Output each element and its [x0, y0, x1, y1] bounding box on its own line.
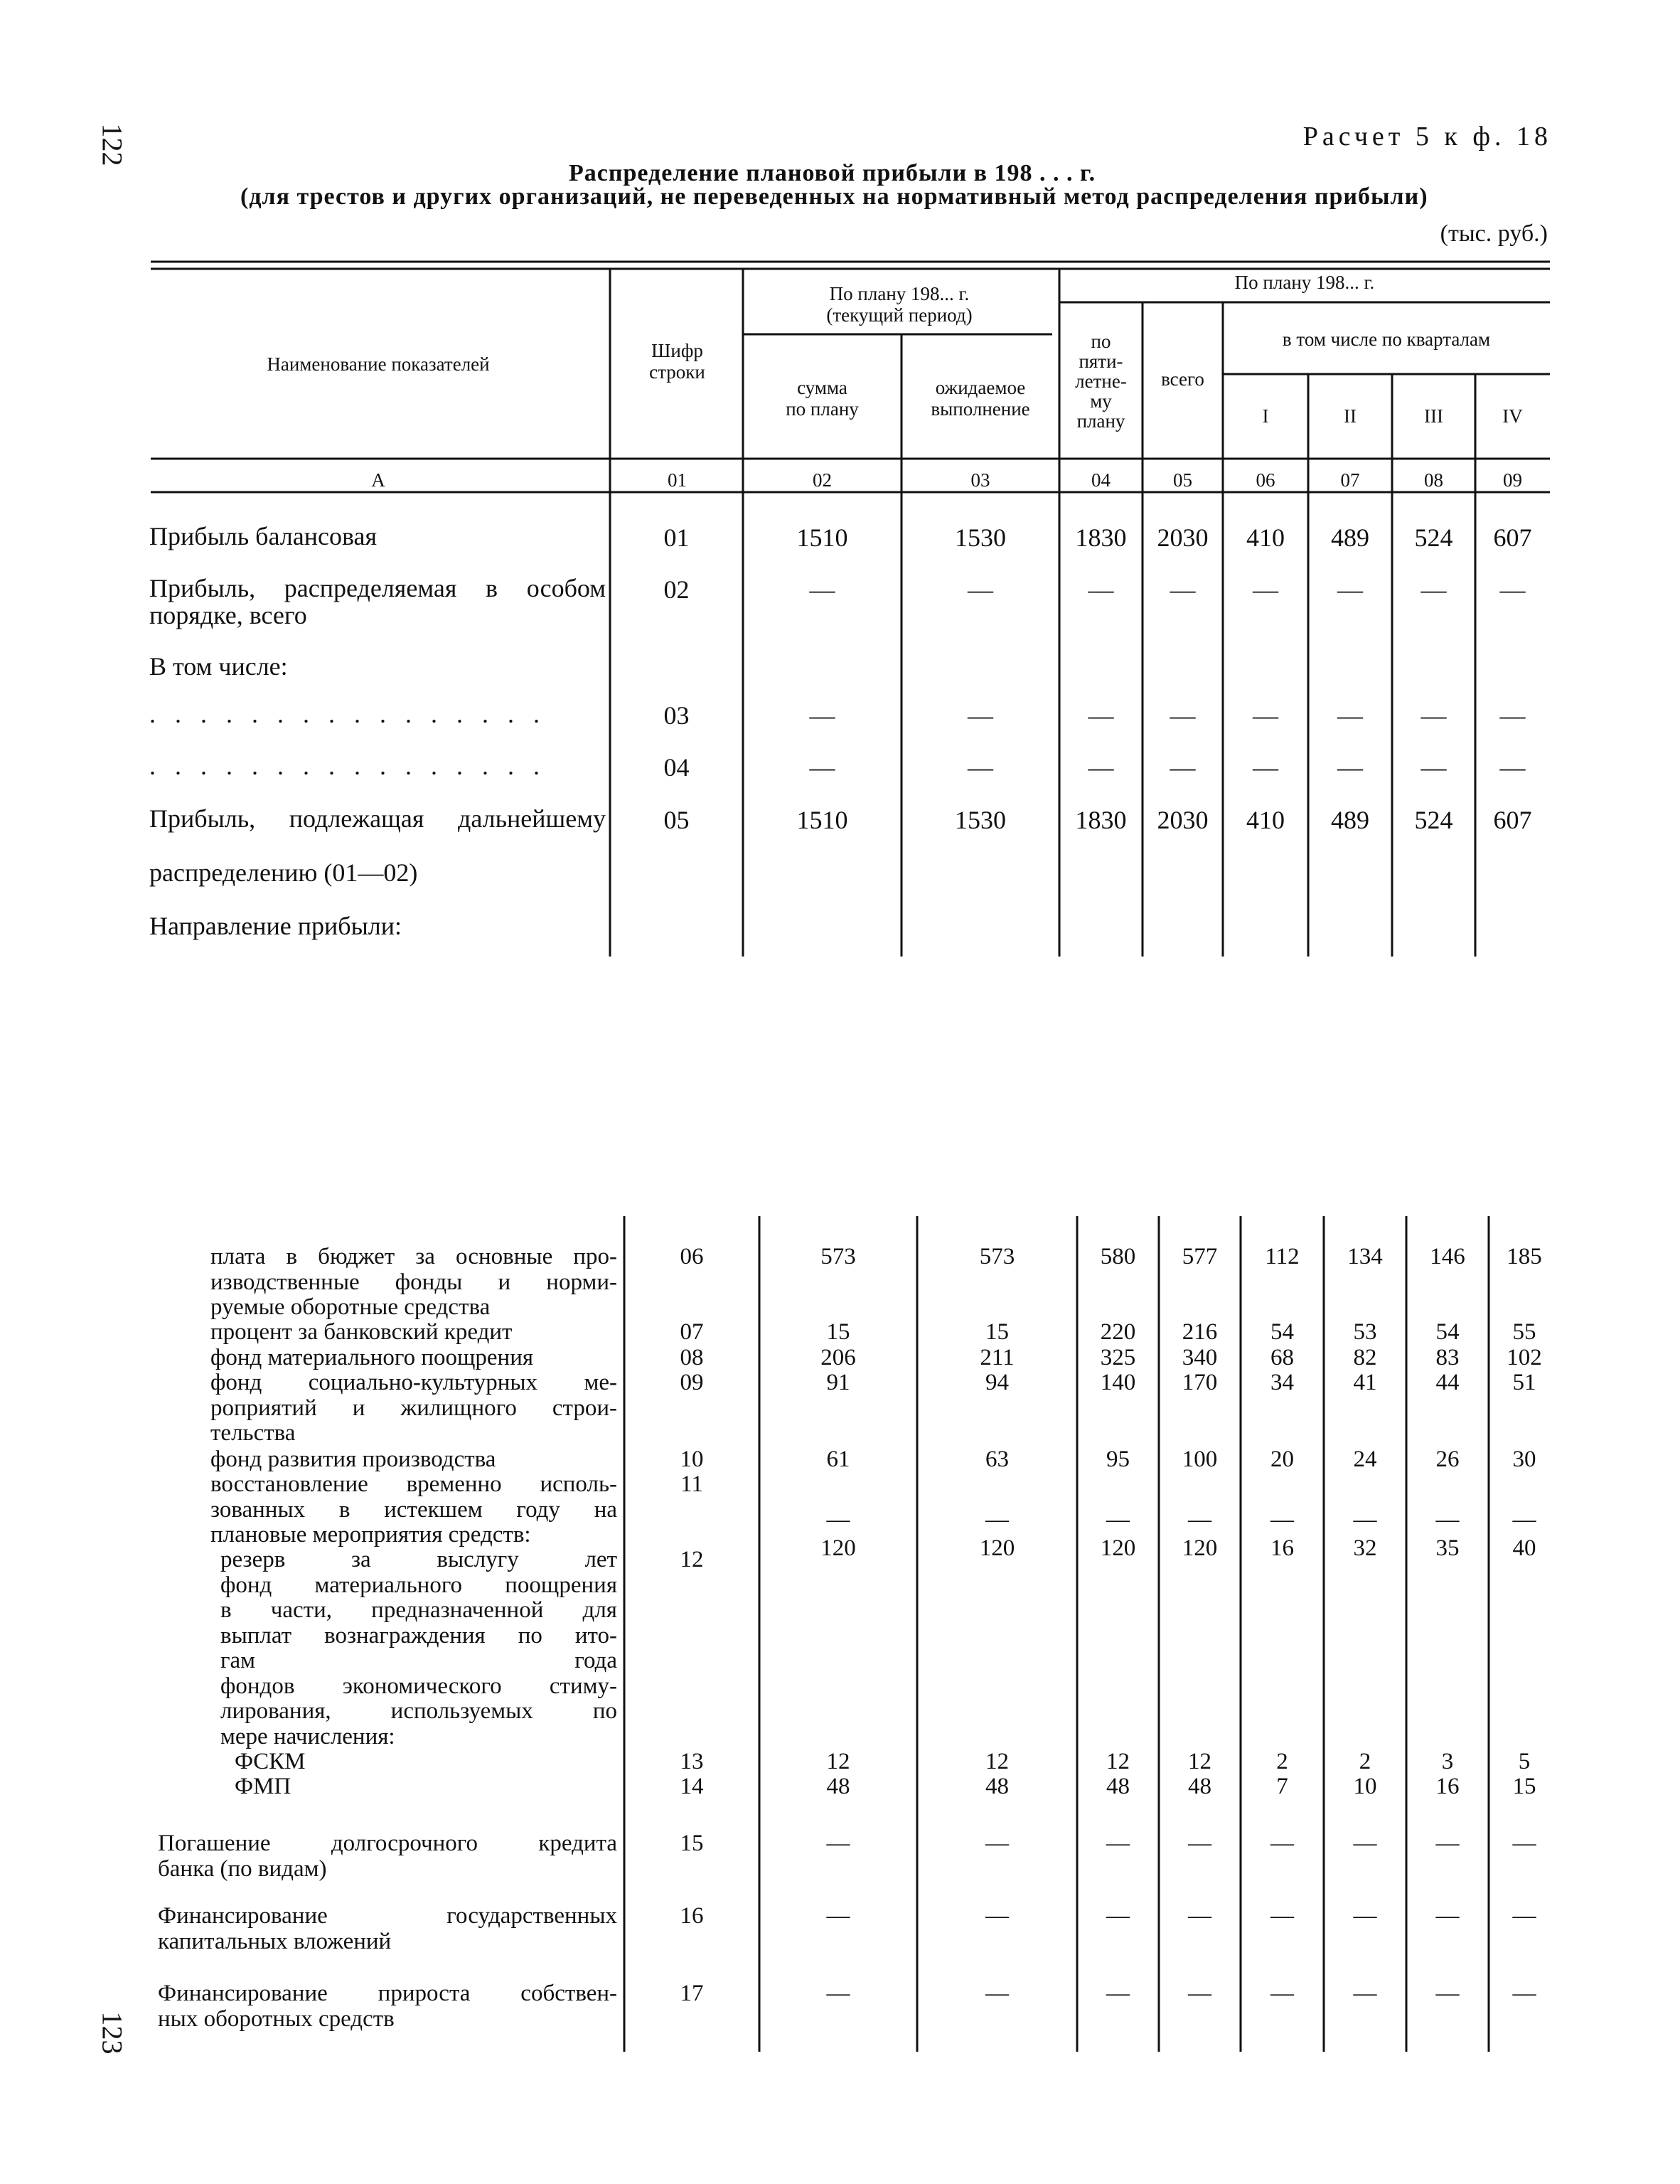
row-value: — [1499, 701, 1526, 730]
row-value: — [1435, 1831, 1460, 1856]
row-value: 48 [826, 1774, 850, 1799]
page-subtitle: (для трестов и других организаций, не переведенных на нормативный метод распределения прибыли) [240, 183, 1428, 210]
row-value: — [809, 753, 835, 782]
row-value: 489 [1331, 806, 1369, 834]
row-value: — [1337, 753, 1363, 782]
colnum-02: 02 [813, 469, 832, 491]
header-five-year: по пяти- летне- му плану [1075, 331, 1127, 432]
row-value: — [826, 1903, 850, 1929]
row-value: — [809, 701, 835, 730]
row-value: 120 [1100, 1535, 1136, 1561]
row-value: 120 [1182, 1535, 1218, 1561]
row-code: 15 [680, 1831, 704, 1856]
row-value: 2 [1359, 1749, 1371, 1774]
header-expected: ожидаемое выполнение [931, 377, 1030, 420]
colnum-03: 03 [970, 469, 990, 491]
row-value: 170 [1182, 1370, 1218, 1395]
row-label: восстановление временно исполь- зованных в истекшем году на плановые мероприятия средств: [210, 1471, 617, 1548]
row-code: 01 [663, 523, 690, 552]
row-value: 12 [826, 1749, 850, 1774]
row-value: — [826, 1981, 850, 2006]
row-value: — [1088, 575, 1114, 604]
row-value: 35 [1435, 1535, 1460, 1561]
row-value: 95 [1106, 1447, 1130, 1472]
row-value: 68 [1270, 1345, 1294, 1370]
row-value: 16 [1435, 1774, 1460, 1799]
row-value: 100 [1182, 1447, 1218, 1472]
row-value: 5 [1518, 1749, 1531, 1774]
row-label: ФСКМ [235, 1749, 306, 1774]
row-value: 120 [820, 1535, 856, 1561]
row-value: 53 [1353, 1319, 1377, 1345]
row-value: — [1106, 1831, 1130, 1856]
row-value: 1830 [1075, 806, 1127, 834]
row-value: 94 [985, 1370, 1009, 1395]
row-label: Финансирование государственных капитальных вложений [158, 1903, 617, 1954]
row-value: — [1106, 1903, 1130, 1929]
row-value: — [1435, 1507, 1460, 1533]
row-value: 16 [1270, 1535, 1294, 1561]
row-value: — [1088, 753, 1114, 782]
row-value: 1830 [1075, 523, 1127, 552]
row-value: — [1420, 753, 1447, 782]
row-label: фонд социально-культурных ме- роприятий и жилищного строи- тельства [210, 1370, 617, 1446]
row-value: — [1170, 753, 1196, 782]
row-code: 14 [680, 1774, 704, 1799]
row-value: 573 [820, 1244, 856, 1269]
row-value: — [1512, 1831, 1536, 1856]
row-value: 54 [1435, 1319, 1460, 1345]
row-value: — [1170, 701, 1196, 730]
row-value: 83 [1435, 1345, 1460, 1370]
row-value: 34 [1270, 1370, 1294, 1395]
row-value: 580 [1100, 1244, 1136, 1269]
row-value: — [1188, 1831, 1211, 1856]
colnum-08: 08 [1424, 469, 1443, 491]
row-label: Прибыль балансовая [149, 522, 378, 550]
row-value: 140 [1100, 1370, 1136, 1395]
row-value: — [1270, 1507, 1294, 1533]
row-value: 211 [980, 1345, 1015, 1370]
row-value: 112 [1265, 1244, 1300, 1269]
row-value: 185 [1507, 1244, 1542, 1269]
header-q4: IV [1502, 405, 1523, 427]
form-label: Расчет 5 к ф. 18 [1302, 122, 1552, 151]
row-value: 20 [1270, 1447, 1294, 1472]
row-label: Прибыль, подлежащая дальнейшему [149, 804, 606, 833]
row-value: — [985, 1507, 1009, 1533]
row-value: 206 [820, 1345, 856, 1370]
row-value: 325 [1100, 1345, 1136, 1370]
row-value: — [1253, 753, 1278, 782]
colnum-06: 06 [1256, 469, 1275, 491]
row-value: — [1512, 1507, 1536, 1533]
row-value: 61 [826, 1447, 850, 1472]
header-total: всего [1161, 368, 1204, 390]
row-value: — [1435, 1981, 1460, 2006]
row-value: 2 [1276, 1749, 1288, 1774]
colnum-05: 05 [1173, 469, 1192, 491]
row-value: 24 [1353, 1447, 1377, 1472]
row-value: — [1253, 701, 1278, 730]
row-value: 410 [1246, 806, 1285, 834]
row-value: 40 [1512, 1535, 1536, 1561]
header-quarters: в том числе по кварталам [1282, 329, 1491, 350]
row-value: 51 [1512, 1370, 1536, 1395]
page-number-top: 122 [96, 123, 129, 166]
row-value: — [1353, 1831, 1377, 1856]
row-value: — [1512, 1903, 1536, 1929]
row-value: — [1353, 1981, 1377, 2006]
row-code: 08 [680, 1345, 704, 1370]
page-title: Распределение плановой прибыли в 198 . . . г. [569, 160, 1096, 186]
row-value: 32 [1353, 1535, 1377, 1561]
row-label: Погашение долгосрочного кредита банка (по видам) [158, 1831, 617, 1882]
header-next-plan: По плану 198... г. [1234, 272, 1375, 293]
row-label: процент за банковский кредит [210, 1319, 513, 1345]
row-code: 13 [680, 1749, 704, 1774]
colnum-04: 04 [1091, 469, 1111, 491]
row-value: 1530 [955, 806, 1006, 834]
row-value: — [1088, 701, 1114, 730]
row-code: 16 [680, 1903, 704, 1929]
row-value: 120 [979, 1535, 1015, 1561]
row-value: — [968, 753, 993, 782]
row-value: — [1512, 1981, 1536, 2006]
row-value: 41 [1353, 1370, 1377, 1395]
row-value: — [1106, 1507, 1130, 1533]
row-value: 340 [1182, 1345, 1218, 1370]
row-code: 05 [663, 806, 690, 834]
row-value: 2030 [1157, 806, 1209, 834]
row-value: 26 [1435, 1447, 1460, 1472]
row-value: 607 [1493, 806, 1532, 834]
row-value: — [1435, 1903, 1460, 1929]
row-value: 220 [1100, 1319, 1136, 1345]
row-code: 03 [663, 701, 690, 730]
row-value: — [1270, 1831, 1294, 1856]
row-value: 91 [826, 1370, 850, 1395]
row-value: 216 [1182, 1319, 1218, 1345]
row-value: — [968, 701, 993, 730]
row-value: 44 [1435, 1370, 1460, 1395]
row-value: 15 [1512, 1774, 1536, 1799]
row-value: 577 [1182, 1244, 1218, 1269]
row-value: 82 [1353, 1345, 1377, 1370]
row-value: 3 [1441, 1749, 1454, 1774]
row-code: 06 [680, 1244, 704, 1269]
row-value: 1530 [955, 523, 1006, 552]
row-value: — [968, 575, 993, 604]
row-value: — [1420, 701, 1447, 730]
row-value: 1510 [796, 806, 848, 834]
row-label: Прибыль, распределяемая в особом порядке, всего [149, 574, 606, 629]
row-value: — [985, 1831, 1009, 1856]
row-code: 10 [680, 1447, 704, 1472]
row-value: 146 [1430, 1244, 1465, 1269]
row-value: 2030 [1157, 523, 1209, 552]
row-value: 10 [1353, 1774, 1377, 1799]
row-value: 63 [985, 1447, 1009, 1472]
row-value: 102 [1507, 1345, 1542, 1370]
row-value: — [1337, 701, 1363, 730]
row-value: — [1420, 575, 1447, 604]
row-value: 524 [1414, 523, 1453, 552]
units-label: (тыс. руб.) [1440, 220, 1548, 247]
row-value: — [1270, 1981, 1294, 2006]
row-code: 09 [680, 1370, 704, 1395]
row-code: 11 [680, 1471, 703, 1497]
row-value: — [1170, 575, 1196, 604]
row-value: — [1499, 575, 1526, 604]
header-q1: I [1262, 405, 1269, 427]
row-value: 15 [826, 1319, 850, 1345]
row-value: — [1337, 575, 1363, 604]
row-value: 30 [1512, 1447, 1536, 1472]
colnum-01: 01 [668, 469, 687, 491]
row-value: — [1188, 1507, 1211, 1533]
row-value: 54 [1270, 1319, 1294, 1345]
row-value: — [1353, 1903, 1377, 1929]
colnum-a: А [371, 469, 385, 491]
row-value: 134 [1347, 1244, 1383, 1269]
row-value: 489 [1331, 523, 1369, 552]
row-label: Финансирование прироста собствен- ных оборотных средств [158, 1981, 617, 2032]
header-q2: II [1344, 405, 1357, 427]
row-value: 48 [985, 1774, 1009, 1799]
row-value: 7 [1276, 1774, 1288, 1799]
row-code: 07 [680, 1319, 704, 1345]
row-value: — [985, 1903, 1009, 1929]
header-q3: III [1424, 405, 1443, 427]
row-label: фонд развития производства [210, 1447, 496, 1472]
row-value: — [1270, 1903, 1294, 1929]
row-label: плата в бюджет за основные про- изводственные фонды и норми- руемые оборотные средства [210, 1244, 617, 1320]
row-code: 12 [680, 1547, 704, 1572]
row-label: фонд материального поощрения [210, 1345, 534, 1370]
row-value: 55 [1512, 1319, 1536, 1345]
row-value: 48 [1106, 1774, 1130, 1799]
header-plan-sum: сумма по плану [786, 377, 859, 420]
colnum-07: 07 [1340, 469, 1360, 491]
row-value: 607 [1493, 523, 1532, 552]
row-value: — [826, 1831, 850, 1856]
row-value: 15 [985, 1319, 1009, 1345]
header-current-period: По плану 198... г. (текущий период) [826, 283, 973, 326]
row-label: резерв за выслугу лет фонд материального поощрения в части, предназначенной для выплат вознаграждения по ито- гам года фондов экономического стиму- лирования, используемых по мере начисления: [220, 1547, 617, 1749]
row-value: 12 [1106, 1749, 1130, 1774]
header-name: Наименование показателей [267, 353, 490, 375]
row-label-placeholder: . . . . . . . . . . . . . . . . [149, 752, 546, 780]
colnum-09: 09 [1503, 469, 1522, 491]
row-label: Направление прибыли: [149, 912, 402, 940]
page-number-bottom: 123 [96, 2011, 129, 2055]
row-label: В том числе: [149, 652, 288, 681]
row-value: — [1253, 575, 1278, 604]
row-value: 12 [985, 1749, 1009, 1774]
row-value: 12 [1188, 1749, 1211, 1774]
row-code: 17 [680, 1981, 704, 2006]
row-code: 04 [663, 753, 690, 782]
row-label-continued: распределению (01—02) [149, 858, 418, 887]
row-value: — [826, 1507, 850, 1533]
row-label: ФМП [235, 1774, 291, 1799]
header-code: Шифр строки [649, 340, 705, 383]
row-value: 48 [1188, 1774, 1211, 1799]
row-value: 573 [979, 1244, 1015, 1269]
row-value: 410 [1246, 523, 1285, 552]
row-value: — [1353, 1507, 1377, 1533]
row-value: — [1499, 753, 1526, 782]
row-code: 02 [663, 575, 690, 604]
row-value: 524 [1414, 806, 1453, 834]
row-value: — [1188, 1981, 1211, 2006]
row-value: — [985, 1981, 1009, 2006]
row-value: — [1188, 1903, 1211, 1929]
row-value: — [809, 575, 835, 604]
row-value: 1510 [796, 523, 848, 552]
row-value: — [1106, 1981, 1130, 2006]
row-label-placeholder: . . . . . . . . . . . . . . . . [149, 700, 546, 728]
